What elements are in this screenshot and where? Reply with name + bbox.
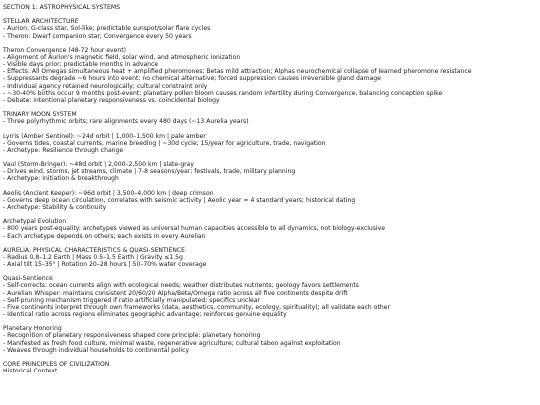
paragraph-gap [3,354,535,361]
text-line: - Visible days prior; predictable months in advance [3,61,159,69]
text-line: - Weaves through individual households to continental policy [3,346,190,354]
text-line: - Each archetype depends on others; each exists in every Aurelian [3,232,206,240]
text-line: - Self-pruning mechanism triggered if ratio artificially manipulated; specifics unclear [3,296,261,304]
text-line: - Identical ratio across regions eliminates geographic advantage; reinforces genuine equality [3,311,287,319]
text-line: - Archetype: Stability & continuity [3,203,107,211]
paragraph-gap [3,318,535,325]
text-line: - Drives wind, storms, jet streams, climate | 7-8 seasons/year; festivals, trade, military planning [3,168,296,176]
block-heading: Lyrris (Amber Sentinel): ~24d orbit | 1,000–1,500 km | pale amber [3,132,206,140]
text-line: - Manifested as fresh food culture, minimal waste, regenerative agriculture; cultural taboo against exploitation [3,339,341,347]
paragraph-gap [3,11,535,18]
paragraph-gap [3,211,535,218]
block-heading: Planetary Honoring [3,325,62,333]
block-heading: Theron Convergence (48-72 hour event) [3,46,126,54]
text-line: - Suppressants degrade ~6 hours into event; no chemical alternative; forced suppression causes irreversible gland damage [3,75,381,83]
text-line: - Archetype: Resilience through change [3,146,124,154]
document-body [3,4,535,372]
block-heading: Aeolis (Ancient Keeper): ~96d orbit | 3,500–4,000 km | deep crimson [3,189,214,197]
block-heading: Vaul (Storm-Bringer): ~48d orbit | 2,000–2,500 km | slate-gray [3,161,195,169]
text-line: - Aurelian Whisper: maintains consistent 20/60/20 Alpha/Beta/Omega ratio across all five continents despite drift [3,289,348,297]
text-line: - Individual agency retained neurologically; cultural constraint only [3,82,208,90]
paragraph-gap [3,240,535,247]
text-line: - Alignment of Aurion's magnetic field, solar wind, and atmospheric ionization [3,53,241,61]
block-heading: SECTION 1: ASTROPHYSICAL SYSTEMS [3,4,120,11]
block-heading: Archetypal Evolution [3,218,67,226]
text-line: - Axial tilt 15–35° | Rotation 20–28 hours | 50–70% water coverage [3,261,207,269]
text-line: - 800 years post-equality: archetypes viewed as universal human capacities accessible to all dynamics, not biology-exclusive [3,225,385,233]
paragraph-gap [3,104,535,111]
paragraph-gap [3,40,535,47]
text-line: - Archetype: Initiation & breakthrough [3,175,119,183]
text-line: - ~30-40% births occur 9 months post-event; planetary pollen bloom causes random infertility during Convergence, balancing conception spike [3,89,443,97]
text-line: - Self-corrects: ocean currents align with ecological needs; weather distributes nutrients; geology favors settlements [3,282,359,290]
text-line: - Three polyrhythmic orbits; rare alignments every 480 days (~13 Aurelia years) [3,118,249,126]
block-heading: Quasi-Sentience [3,275,53,283]
block-heading: TRINARY MOON SYSTEM [3,111,77,119]
text-line: - Governs deep ocean circulation, correlates with seismic activity | Aeolic year ≈ 4 standard years; historical dating [3,196,356,204]
paragraph-gap [3,154,535,161]
text-line: - Five continents interpret through own frameworks (data, aesthetics, community, ecology, spirituality); all validate each other [3,303,390,311]
text-line: - Aurion: G-class star, Sol-like; predictable sunspot/solar flare cycles [3,25,211,33]
text-line: - Effects: All Omegas simultaneous heat + amplified pheromones; Betas mild attraction; Alphas neurochemical collapse of learned pheromone resistance [3,68,472,76]
paragraph-gap [3,268,535,275]
clipped-heading: Historical Context [3,368,58,373]
text-line: - Theron: Dwarf companion star; Convergence every 50 years [3,32,192,40]
text-line: - Governs tides, coastal currents, marine breeding | ~30d cycle; 15/year for agriculture, trade, navigation [3,139,326,147]
block-heading: CORE PRINCIPLES OF CIVILIZATION [3,361,110,369]
paragraph-gap [3,183,535,190]
text-line: - Debate: intentional planetary responsiveness vs. coincidental biology [3,96,220,104]
text-line: - Recognition of planetary responsiveness shaped core principle: planetary honoring [3,332,261,340]
paragraph-gap [3,125,535,132]
block-heading: STELLAR ARCHITECTURE [3,18,79,26]
block-heading: AURELIA: PHYSICAL CHARACTERISTICS & QUASI-SENTIENCE [3,246,186,254]
text-line: - Radius 0.8–1.2 Earth | Mass 0.5–1.5 Earth | Gravity ≤1.5g [3,253,183,261]
